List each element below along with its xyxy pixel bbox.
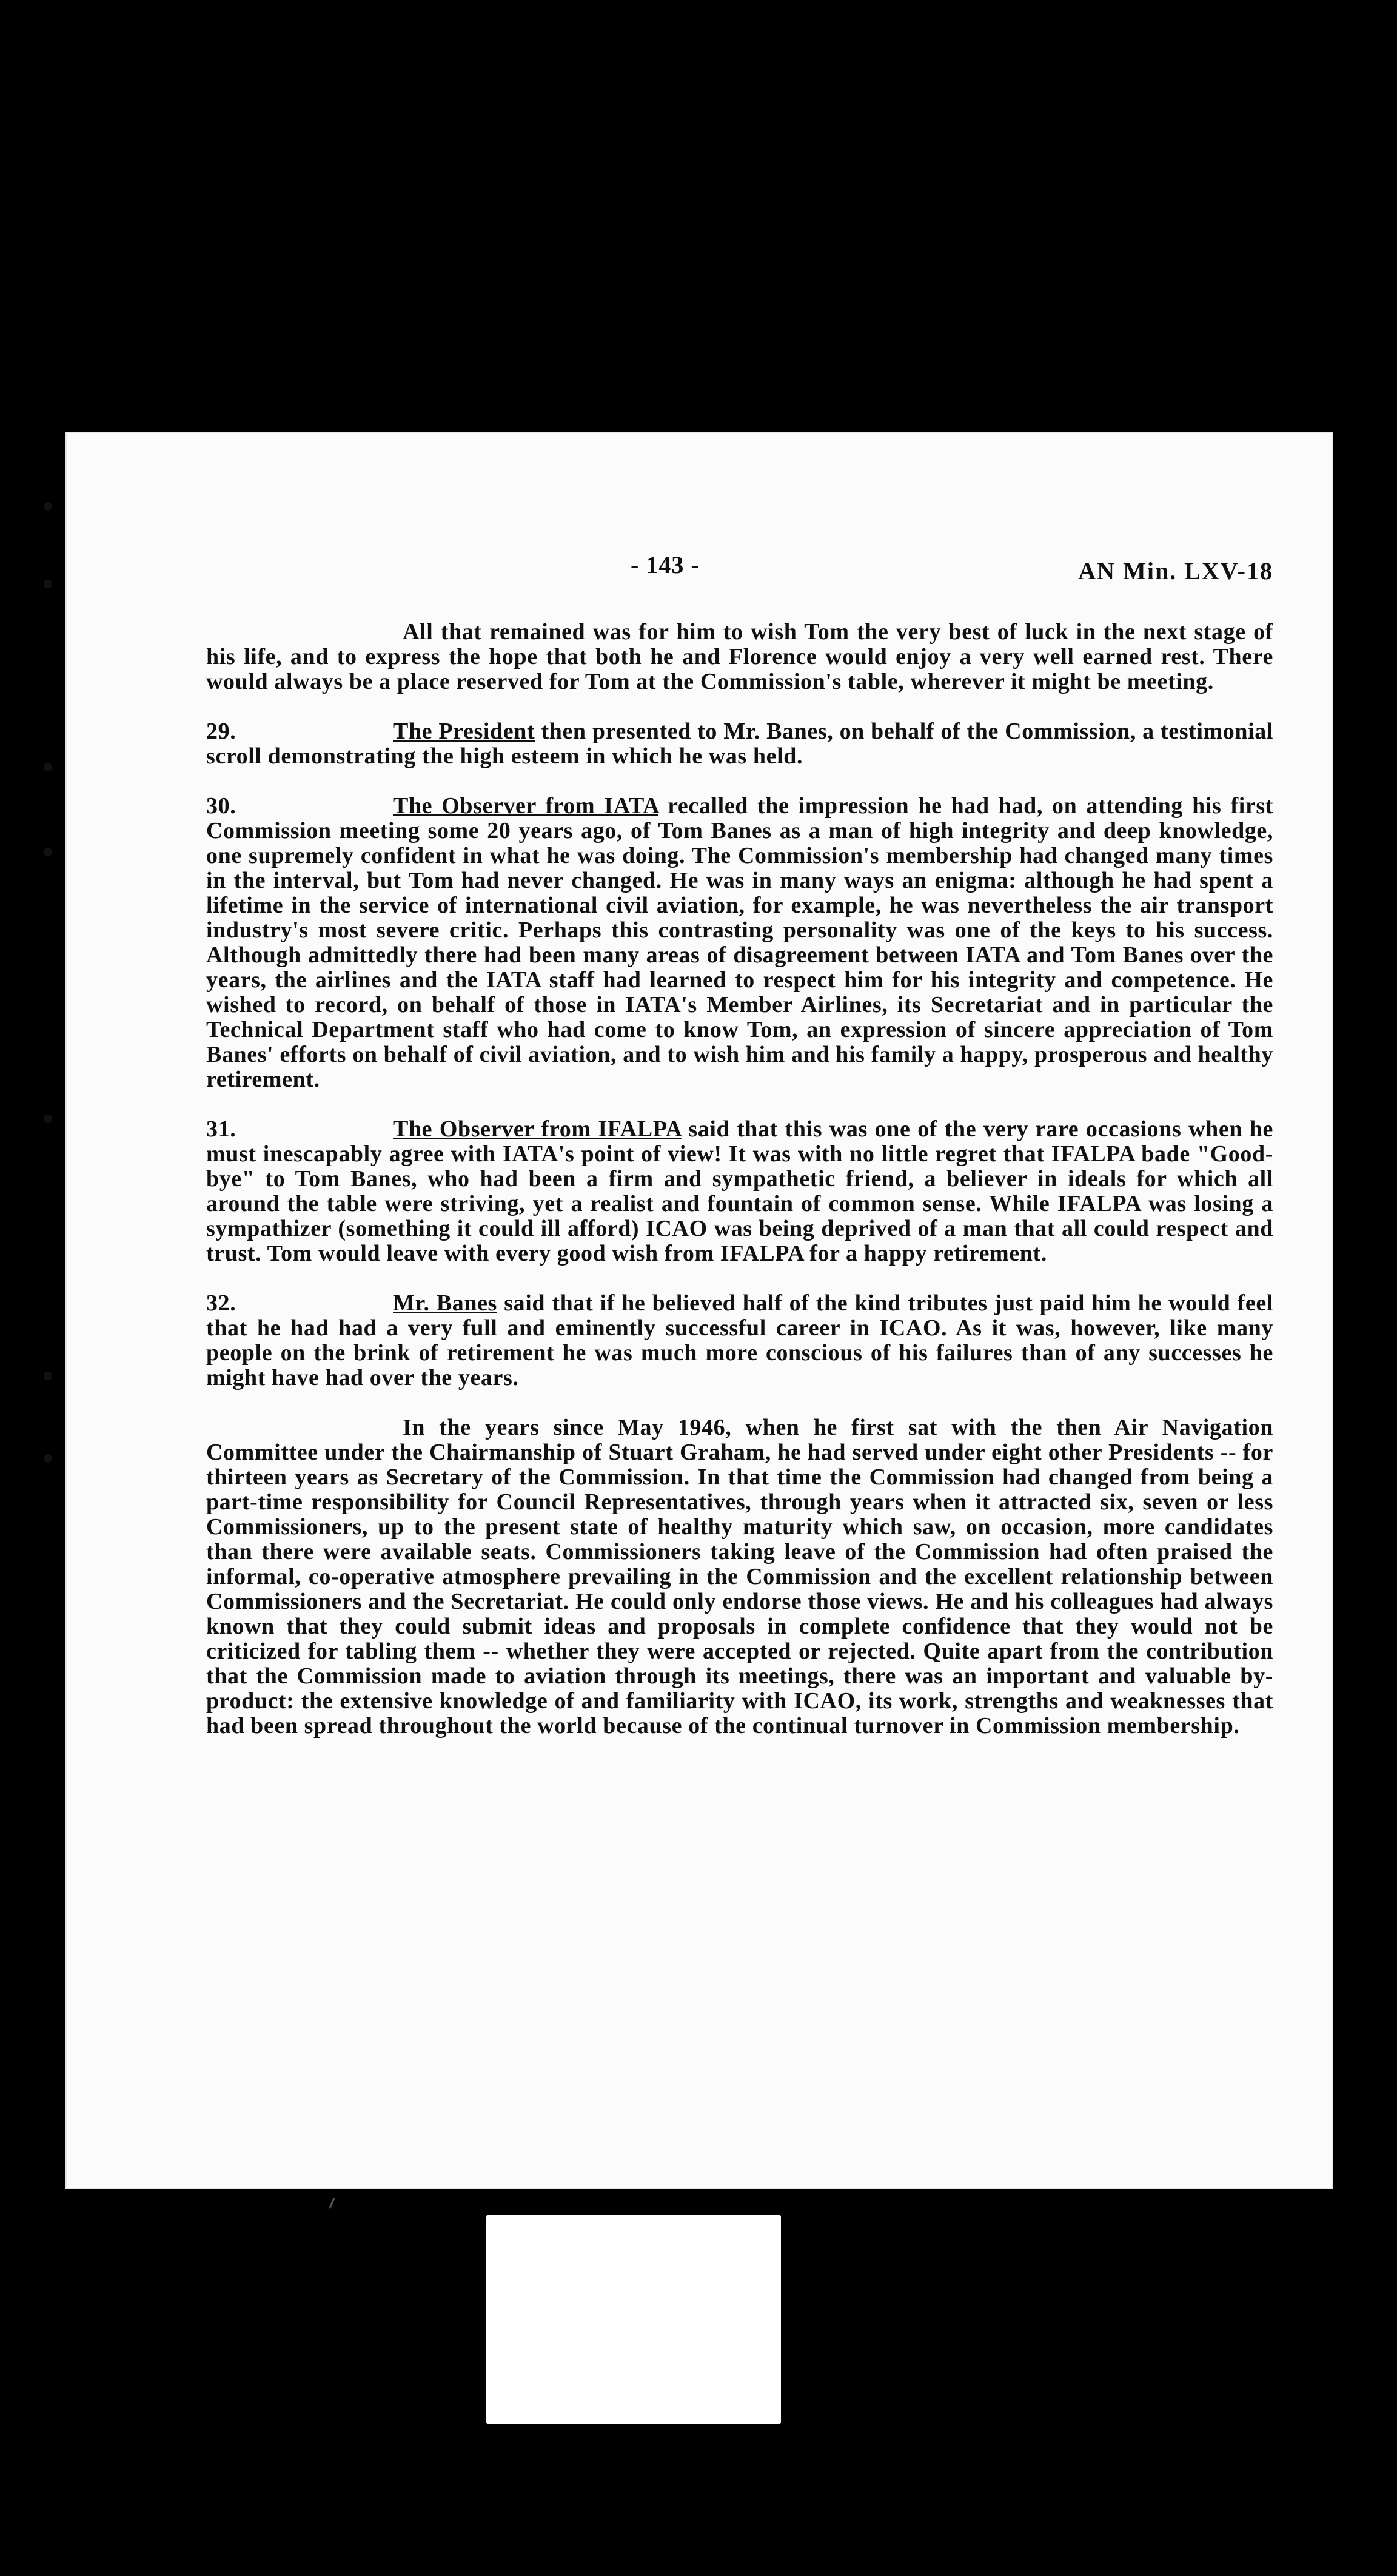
paragraph-number: 32.	[206, 1290, 236, 1316]
paragraph-text: then presented to Mr. Banes, on behalf of the Commission, a testimonial scroll demonstrating the high esteem in which he was held.	[206, 719, 1273, 769]
speaker-name: The Observer from IATA	[393, 793, 659, 819]
punch-hole	[44, 580, 52, 588]
paragraph-text: recalled the impression he had had, on attending his first Commission meeting some 20 years ago, of Tom Banes as a man of high integrity and deep knowledge, one supremely confident in what he was doing. The Commission's membership had changed many times in the interval, but Tom had never changed. He was in many ways an enigma: although he had spent a lifetime in the service of international civil aviation, for example, he was nevertheless the air transport industry's most severe critic. Perhaps this contrasting personality was one of the keys to his success. Although admittedly there had been many areas of disagreement between IATA and Tom Banes over the years, the airlines and the IATA staff had learned to respect him for his integrity and competence. He wished to record, on behalf of those in IATA's Member Airlines, its Secretariat and in particular the Technical Department staff who had come to know Tom, an expression of sincere appreciation of Tom Banes' efforts on behalf of civil aviation, and to wish him and his family a happy, prosperous and healthy retirement.	[206, 793, 1273, 1092]
speaker-name: The President	[393, 719, 535, 744]
paragraph-30	[206, 794, 1273, 1092]
paragraph-continuation	[206, 1415, 1273, 1739]
paragraph-text: said that if he believed half of the kind tributes just paid him he would feel that he had had a very full and eminently successful career in ICAO. As it was, however, like many people on the brink of retirement he was much more conscious of his failures than of any successes he might have had over the years.	[206, 1290, 1273, 1390]
paragraph-text: In the years since May 1946, when he first sat with the then Air Navigation Committee under the Chairmanship of Stuart Graham, he had served under eight other Presidents -- for thirteen years as Secretary of the Commission. In that time the Commission had changed from being a part-time responsibility for Council Representatives, through years when it attracted six, seven or less Commissioners, up to the present state of healthy maturity which saw, on occasion, more candidates than there were available seats. Commissioners taking leave of the Commission had often praised the informal, co-operative atmosphere prevailing in the Commission and the excellent relationship between Commissioners and the Secretariat. He could only endorse those views. He and his colleagues had always known that they could submit ideas and proposals in complete confidence that they would not be criticized for tabling them -- whether they were accepted or rejected. Quite apart from the contribution that the Commission made to aviation through its meetings, there was an important and valuable by-product: the extensive knowledge of and familiarity with ICAO, its work, strengths and weaknesses that had been spread throughout the world because of the continual turnover in Commission membership.	[206, 1415, 1273, 1739]
punch-hole	[44, 1115, 52, 1123]
paragraph-32	[206, 1291, 1273, 1390]
page-header	[65, 551, 1333, 587]
punch-hole	[44, 763, 52, 771]
document-body	[206, 620, 1273, 1763]
speaker-name: Mr. Banes	[393, 1290, 497, 1316]
paragraph-number: 30.	[206, 793, 236, 819]
punch-hole	[44, 1372, 52, 1380]
document-reference: AN Min. LXV-18	[1078, 557, 1273, 585]
scan-mark	[329, 2198, 335, 2209]
paragraph-number: 31.	[206, 1116, 236, 1142]
document-page	[65, 432, 1333, 2189]
punch-hole	[44, 502, 52, 511]
page-number: - 143 -	[631, 551, 700, 579]
paragraph-number: 29.	[206, 719, 236, 744]
paragraph-continuation	[206, 620, 1273, 694]
scan-target-card	[486, 2215, 781, 2424]
punch-hole	[44, 848, 52, 856]
paragraph-text: All that remained was for him to wish Tom the very best of luck in the next stage of his life, and to express the hope that both he and Florence would enjoy a very well earned rest. There would always be a place reserved for Tom at the Commission's table, wherever it might be meeting.	[206, 619, 1273, 694]
speaker-name: The Observer from IFALPA	[393, 1116, 682, 1142]
paragraph-29	[206, 719, 1273, 769]
punch-hole	[44, 1454, 52, 1463]
paragraph-31	[206, 1117, 1273, 1266]
paragraph-text: said that this was one of the very rare occasions when he must inescapably agree with IATA's point of view! It was with no little regret that IFALPA bade "Good-bye" to Tom Banes, who had been a firm and sympathetic friend, a believer in ideals for which all around the table were striving, yet a realist and fountain of common sense. While IFALPA was losing a sympathizer (something it could ill afford) ICAO was being deprived of a man that all could respect and trust. Tom would leave with every good wish from IFALPA for a happy retirement.	[206, 1116, 1273, 1266]
